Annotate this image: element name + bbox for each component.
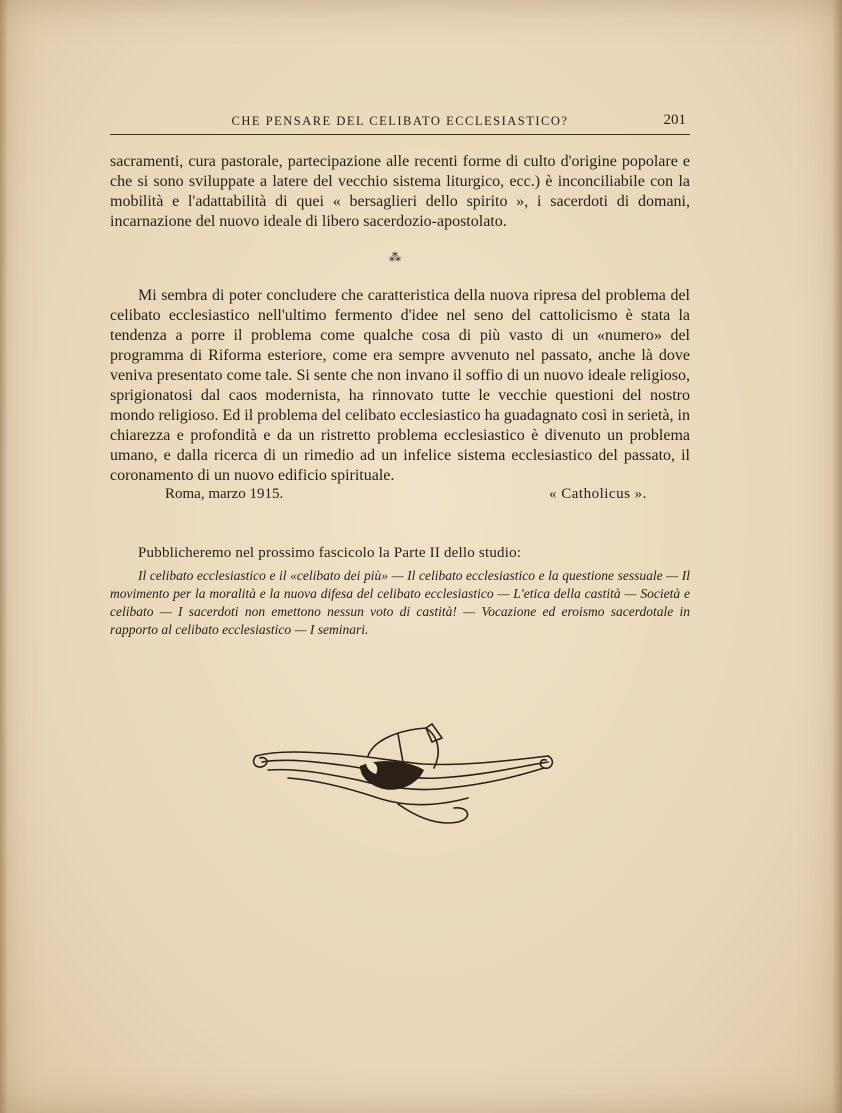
page-number: 201 bbox=[663, 112, 686, 128]
next-issue-topics: Il celibato ecclesiastico e il «celibato dei più» — Il celibato ecclesiastico e la questione sessuale — Il movimento per la moralità e la nuova difesa del celibato ecclesiastico — L'etica della castità — Società e celibato — I sacerdoti non emettono nessun voto di castità! — Vocazione ed eroismo sacerdotale in rapporto al celibato ecclesiastico — I seminari. bbox=[110, 568, 690, 637]
page-header bbox=[110, 112, 690, 135]
signature-place-date: Roma, marzo 1915. bbox=[165, 486, 284, 502]
sailing-ship-vignette-icon bbox=[248, 722, 560, 832]
page-edge-left bbox=[0, 0, 8, 1113]
next-issue-announcement: Pubblicheremo nel prossimo fascicolo la Parte II dello studio: bbox=[138, 545, 522, 561]
paragraph-1 bbox=[110, 152, 690, 232]
signature-author: « Catholicus ». bbox=[549, 486, 647, 502]
paragraph-1-text: sacramenti, cura pastorale, partecipazione alle recenti forme di culto d'origine popolare e che si sono sviluppate a latere del vecchio sistema liturgico, ecc.) è inconciliabile con la mobilità e l'adattabilità di quei « bersaglieri dello spirito », i sacerdoti di domani, incarnazione del nuovo ideale di libero sacerdozio-apostolato. bbox=[110, 153, 690, 230]
paragraph-2-text: Mi sembra di poter concludere che caratteristica della nuova ripresa del problema del celibato ecclesiastico nell'ultimo fermento d'idee nel seno del cattolicismo è stata la tendenza a porre il problema come qualche cosa di più vasto di un «numero» del programma di Riforma esteriore, come era sempre avvenuto nel passato, anche là dove veniva presentato come tale. Si sente che non invano il soffio di un nuovo ideale religioso, sprigionatosi dal caos modernista, ha rinnovato tutte le vecchie questioni del nostro mondo religioso. Ed il problema del celibato ecclesiastico ha guadagnato così in serietà, in chiarezza e profondità e da un ristretto problema ecclesiastico è divenuto un problema umano, e dalla ricerca di un rimedio ad un infelice sistema ecclesiastico del passato, il coronamento di un nuovo edificio spirituale. bbox=[110, 287, 690, 484]
asterism-ornament: ⁂ bbox=[389, 250, 401, 264]
page-edge-right bbox=[832, 0, 842, 1113]
running-head: CHE PENSARE DEL CELIBATO ECCLESIASTICO? bbox=[231, 114, 569, 128]
paragraph-2 bbox=[110, 286, 690, 486]
